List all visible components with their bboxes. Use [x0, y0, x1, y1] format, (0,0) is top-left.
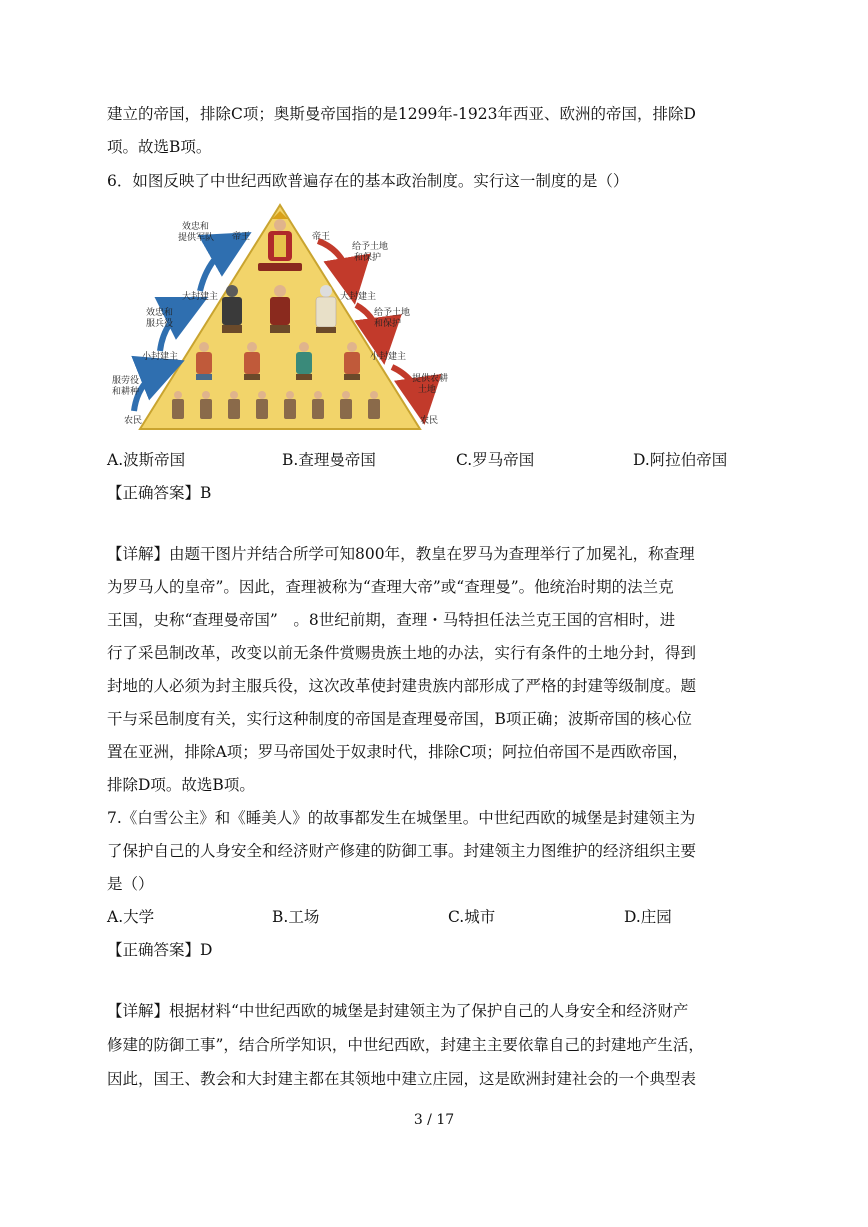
- question-7-stem: 了保护自己的人身安全和经济财产修建的防御工事。封建领主力图维护的经济组织主要: [107, 842, 697, 860]
- figure-label: 农民: [420, 415, 439, 425]
- feudal-pyramid-figure: [108, 201, 456, 435]
- option-c: C.罗马帝国: [456, 451, 535, 469]
- figure-label: 大封建主: [182, 291, 219, 301]
- explanation-line: 【详解】根据材料“中世纪西欧的城堡是封建领主为了保护自己的人身安全和经济财产: [107, 1002, 689, 1020]
- figure-label: 提供农耕: [412, 373, 449, 383]
- explanation-line: 为罗马人的皇帝”。因此，查理被称为“查理大帝”或“查理曼”。他统治时期的法兰克: [107, 578, 674, 596]
- question-6-stem: 6．如图反映了中世纪西欧普遍存在的基本政治制度。实行这一制度的是（）: [107, 172, 629, 190]
- option-b: B.工场: [272, 908, 320, 926]
- question-7-stem: 是（）: [107, 875, 154, 893]
- explanation-line: 置在亚洲，排除A项；罗马帝国处于奴隶时代，排除C项；阿拉伯帝国不是西欧帝国，: [107, 743, 689, 761]
- explanation-line: 【详解】由题干图片并结合所学可知800年，教皇在罗马为查理举行了加冕礼，称查理: [107, 545, 695, 563]
- figure-label: 和保护: [374, 318, 402, 328]
- figure-label: 帝王: [232, 231, 251, 241]
- figure-label: 和耕种: [112, 386, 140, 396]
- option-c: C.城市: [448, 908, 496, 926]
- explanation-line: 排除D项。故选B项。: [107, 776, 255, 794]
- figure-label: 给予土地: [374, 307, 411, 317]
- figure-label: 效忠和: [146, 307, 174, 317]
- explanation-line: 封地的人必须为封主服兵役，这次改革使封建贵族内部形成了严格的封建等级制度。题: [107, 677, 697, 695]
- text-line: 建立的帝国，排除C项；奥斯曼帝国指的是1299年-1923年西亚、欧洲的帝国，排除D: [107, 105, 696, 123]
- figure-label: 提供军队: [178, 232, 215, 242]
- explanation-line: 修建的防御工事”，结合所学知识，中世纪西欧，封建主主要依靠自己的封建地产生活，: [107, 1036, 704, 1054]
- figure-label: 大封建主: [340, 291, 377, 301]
- figure-label: 和保护: [354, 252, 382, 262]
- figure-label: 农民: [124, 415, 143, 425]
- explanation-line: 因此，国王、教会和大封建主都在其领地中建立庄园，这是欧洲封建社会的一个典型表: [107, 1070, 697, 1088]
- option-a: A.波斯帝国: [107, 451, 186, 469]
- explanation-line: 王国，史称“查理曼帝国” 。8世纪前期，查理・马特担任法兰克王国的宫相时，进: [107, 611, 676, 629]
- figure-label: 服劳役: [112, 375, 140, 385]
- explanation-line: 干与采邑制度有关，实行这种制度的帝国是查理曼帝国，B项正确；波斯帝国的核心位: [107, 710, 692, 728]
- option-d: D.阿拉伯帝国: [633, 451, 728, 469]
- option-d: D.庄园: [624, 908, 672, 926]
- figure-label: 给予土地: [352, 241, 389, 251]
- option-a: A.大学: [107, 908, 155, 926]
- text-line: 项。故选B项。: [107, 138, 212, 156]
- answer-line: 【正确答案】B: [107, 484, 212, 502]
- question-7-stem: 7.《白雪公主》和《睡美人》的故事都发生在城堡里。中世纪西欧的城堡是封建领主为: [107, 809, 696, 827]
- figure-label: 效忠和: [182, 221, 210, 231]
- option-b: B.查理曼帝国: [282, 451, 376, 469]
- figure-label: 服兵役: [146, 318, 174, 328]
- page-number: 3 / 17: [413, 1112, 455, 1128]
- figure-label: 小封建主: [370, 351, 407, 361]
- explanation-line: 行了采邑制改革，改变以前无条件赏赐贵族土地的办法，实行有条件的土地分封，得到: [107, 644, 697, 662]
- figure-label: 帝王: [312, 231, 331, 241]
- figure-label: 土地: [418, 384, 437, 394]
- figure-label: 小封建主: [142, 351, 179, 361]
- answer-line: 【正确答案】D: [107, 941, 213, 959]
